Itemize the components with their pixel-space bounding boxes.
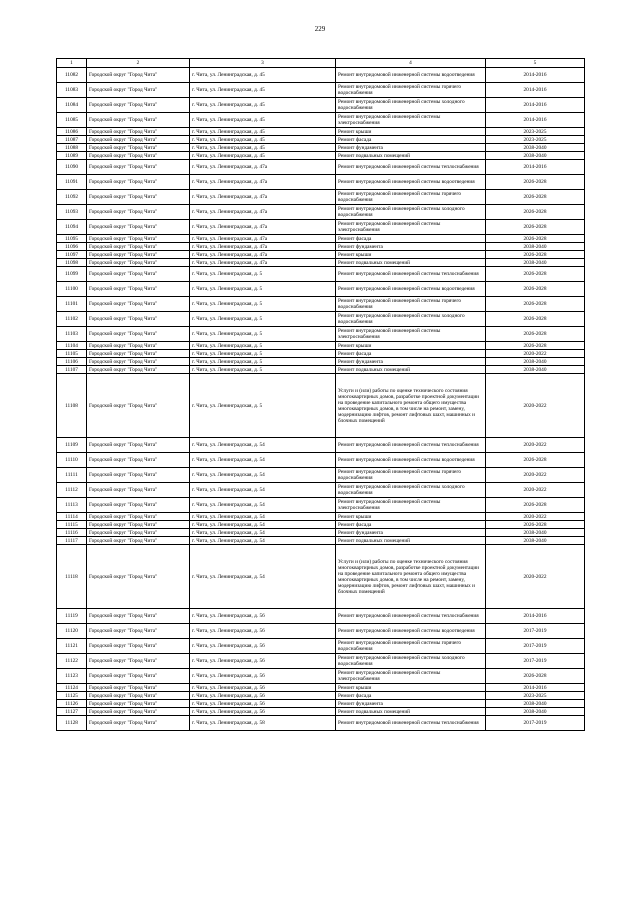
address-cell: г. Чита, ул. Ленинградская, д. 45 [190, 144, 336, 152]
municipality-cell: Городской округ "Город Чита" [87, 358, 190, 366]
table-row [57, 282, 585, 297]
municipality-cell: Городской округ "Город Чита" [87, 243, 190, 251]
address-cell: г. Чита, ул. Ленинградская, д. 58 [190, 716, 336, 731]
row-number-cell: 11091 [57, 175, 87, 190]
address-cell: г. Чита, ул. Ленинградская, д. 54 [190, 483, 336, 498]
work-type-cell: Ремонт внутридомовой инженерной системы горячего водоснабжения [336, 297, 486, 312]
row-number-cell: 11102 [57, 312, 87, 327]
municipality-cell: Городской округ "Город Чита" [87, 609, 190, 624]
municipality-cell: Городской округ "Город Чита" [87, 438, 190, 453]
row-number-cell: 11099 [57, 267, 87, 282]
table-row [57, 716, 585, 731]
table-row [57, 513, 585, 521]
row-number-cell: 11110 [57, 453, 87, 468]
municipality-cell: Городской округ "Город Чита" [87, 537, 190, 545]
work-type-cell: Ремонт внутридомовой инженерной системы холодного водоснабжения [336, 312, 486, 327]
municipality-cell: Городской округ "Город Чита" [87, 366, 190, 374]
work-type-cell: Ремонт подвальных помещений [336, 259, 486, 267]
work-type-cell: Услуги и (или) работы по оценке технического состояния многоквартирных домов, разработке проектной документации на проведение капитального ремонта общего имущества многоквартирных домов, в том числе на ремонт, замену, модернизацию лифтов, ремонт лифтовых шахт, машинных и блочных помещений [336, 374, 486, 438]
work-type-cell: Ремонт внутридомовой инженерной системы электроснабжения [336, 113, 486, 128]
period-cell: 2017-2019 [486, 639, 585, 654]
municipality-cell: Городской округ "Город Чита" [87, 160, 190, 175]
address-cell: г. Чита, ул. Ленинградская, д. 54 [190, 468, 336, 483]
row-number-cell: 11122 [57, 654, 87, 669]
column-header: 4 [336, 59, 486, 68]
work-type-cell: Ремонт внутридомовой инженерной системы холодного водоснабжения [336, 98, 486, 113]
period-cell: 2026-2028 [486, 342, 585, 350]
address-cell: г. Чита, ул. Ленинградская, д. 45 [190, 152, 336, 160]
address-cell: г. Чита, ул. Ленинградская, д. 56 [190, 700, 336, 708]
work-type-cell: Ремонт внутридомовой инженерной системы водоотведения [336, 68, 486, 83]
table-row [57, 453, 585, 468]
period-cell: 2014-2016 [486, 68, 585, 83]
address-cell: г. Чита, ул. Ленинградская, д. 5 [190, 297, 336, 312]
municipality-cell: Городской округ "Город Чита" [87, 654, 190, 669]
period-cell: 2014-2016 [486, 160, 585, 175]
work-type-cell: Ремонт внутридомовой инженерной системы теплоснабжения [336, 160, 486, 175]
table-row [57, 342, 585, 350]
period-cell: 2014-2016 [486, 98, 585, 113]
table-row [57, 366, 585, 374]
address-cell: г. Чита, ул. Ленинградская, д. 5 [190, 342, 336, 350]
period-cell: 2026-2028 [486, 498, 585, 513]
period-cell: 2014-2016 [486, 113, 585, 128]
period-cell: 2038-2040 [486, 152, 585, 160]
work-type-cell: Ремонт крыши [336, 251, 486, 259]
municipality-cell: Городской округ "Город Чита" [87, 144, 190, 152]
municipality-cell: Городской округ "Город Чита" [87, 235, 190, 243]
column-header: 2 [87, 59, 190, 68]
table-body [57, 68, 585, 731]
work-type-cell: Ремонт внутридомовой инженерной системы холодного водоснабжения [336, 483, 486, 498]
work-type-cell: Ремонт внутридомовой инженерной системы электроснабжения [336, 220, 486, 235]
period-cell: 2038-2040 [486, 537, 585, 545]
work-type-cell: Ремонт фасада [336, 350, 486, 358]
row-number-cell: 11127 [57, 708, 87, 716]
municipality-cell: Городской округ "Город Чита" [87, 669, 190, 684]
address-cell: г. Чита, ул. Ленинградская, д. 56 [190, 639, 336, 654]
period-cell: 2026-2028 [486, 190, 585, 205]
period-cell: 2014-2016 [486, 83, 585, 98]
table-row [57, 468, 585, 483]
municipality-cell: Городской округ "Город Чита" [87, 700, 190, 708]
row-number-cell: 11108 [57, 374, 87, 438]
work-type-cell: Ремонт фундамента [336, 529, 486, 537]
period-cell: 2026-2028 [486, 205, 585, 220]
municipality-cell: Городской округ "Город Чита" [87, 152, 190, 160]
row-number-cell: 11124 [57, 684, 87, 692]
table-row [57, 669, 585, 684]
period-cell: 2020-2022 [486, 374, 585, 438]
period-cell: 2026-2028 [486, 521, 585, 529]
work-type-cell: Ремонт внутридомовой инженерной системы электроснабжения [336, 669, 486, 684]
row-number-cell: 11128 [57, 716, 87, 731]
table-row [57, 267, 585, 282]
period-cell: 2026-2028 [486, 282, 585, 297]
table-row [57, 128, 585, 136]
row-number-cell: 11119 [57, 609, 87, 624]
table-row [57, 144, 585, 152]
row-number-cell: 11118 [57, 545, 87, 609]
period-cell: 2038-2040 [486, 700, 585, 708]
period-cell: 2020-2022 [486, 438, 585, 453]
period-cell: 2017-2019 [486, 654, 585, 669]
address-cell: г. Чита, ул. Ленинградская, д. 45 [190, 128, 336, 136]
address-cell: г. Чита, ул. Ленинградская, д. 5 [190, 267, 336, 282]
address-cell: г. Чита, ул. Ленинградская, д. 5 [190, 327, 336, 342]
row-number-cell: 11095 [57, 235, 87, 243]
row-number-cell: 11094 [57, 220, 87, 235]
period-cell: 2038-2040 [486, 366, 585, 374]
work-type-cell: Ремонт фундамента [336, 144, 486, 152]
period-cell: 2026-2028 [486, 235, 585, 243]
row-number-cell: 11113 [57, 498, 87, 513]
address-cell: г. Чита, ул. Ленинградская, д. 54 [190, 545, 336, 609]
address-cell: г. Чита, ул. Ленинградская, д. 56 [190, 624, 336, 639]
address-cell: г. Чита, ул. Ленинградская, д. 47а [190, 160, 336, 175]
page-number: 229 [314, 25, 326, 33]
table-row [57, 251, 585, 259]
period-cell: 2026-2028 [486, 175, 585, 190]
municipality-cell: Городской округ "Город Чита" [87, 639, 190, 654]
row-number-cell: 11116 [57, 529, 87, 537]
address-cell: г. Чита, ул. Ленинградская, д. 5 [190, 358, 336, 366]
period-cell: 2038-2040 [486, 144, 585, 152]
row-number-cell: 11120 [57, 624, 87, 639]
row-number-cell: 11088 [57, 144, 87, 152]
row-number-cell: 11115 [57, 521, 87, 529]
period-cell: 2020-2022 [486, 483, 585, 498]
address-cell: г. Чита, ул. Ленинградская, д. 47а [190, 235, 336, 243]
table-row [57, 483, 585, 498]
table-row [57, 113, 585, 128]
work-type-cell: Ремонт внутридомовой инженерной системы электроснабжения [336, 327, 486, 342]
address-cell: г. Чита, ул. Ленинградская, д. 56 [190, 654, 336, 669]
work-type-cell: Ремонт фундамента [336, 700, 486, 708]
table-row [57, 205, 585, 220]
work-type-cell: Ремонт внутридомовой инженерной системы горячего водоснабжения [336, 468, 486, 483]
work-type-cell: Ремонт внутридомовой инженерной системы водоотведения [336, 175, 486, 190]
municipality-cell: Городской округ "Город Чита" [87, 175, 190, 190]
table-row [57, 374, 585, 438]
address-cell: г. Чита, ул. Ленинградская, д. 56 [190, 684, 336, 692]
row-number-cell: 11098 [57, 259, 87, 267]
table-row [57, 297, 585, 312]
work-type-cell: Ремонт крыши [336, 684, 486, 692]
period-cell: 2026-2028 [486, 312, 585, 327]
period-cell: 2014-2016 [486, 684, 585, 692]
address-cell: г. Чита, ул. Ленинградская, д. 54 [190, 453, 336, 468]
row-number-cell: 11087 [57, 136, 87, 144]
municipality-cell: Городской округ "Город Чита" [87, 282, 190, 297]
table-row [57, 529, 585, 537]
municipality-cell: Городской округ "Город Чита" [87, 453, 190, 468]
municipality-cell: Городской округ "Город Чита" [87, 692, 190, 700]
work-type-cell: Ремонт внутридомовой инженерной системы электроснабжения [336, 498, 486, 513]
table-row [57, 68, 585, 83]
address-cell: г. Чита, ул. Ленинградская, д. 47а [190, 259, 336, 267]
work-type-cell: Услуги и (или) работы по оценке технического состояния многоквартирных домов, разработке проектной документации на проведение капитального ремонта общего имущества многоквартирных домов, в том числе на ремонт, замену, модернизацию лифтов, ремонт лифтовых шахт, машинных и блочных помещений [336, 545, 486, 609]
period-cell: 2038-2040 [486, 259, 585, 267]
address-cell: г. Чита, ул. Ленинградская, д. 45 [190, 113, 336, 128]
address-cell: г. Чита, ул. Ленинградская, д. 54 [190, 498, 336, 513]
address-cell: г. Чита, ул. Ленинградская, д. 5 [190, 312, 336, 327]
work-type-cell: Ремонт подвальных помещений [336, 708, 486, 716]
municipality-cell: Городской округ "Город Чита" [87, 190, 190, 205]
address-cell: г. Чита, ул. Ленинградская, д. 5 [190, 282, 336, 297]
municipality-cell: Городской округ "Город Чита" [87, 374, 190, 438]
municipality-cell: Городской округ "Город Чита" [87, 498, 190, 513]
period-cell: 2026-2028 [486, 297, 585, 312]
row-number-cell: 11117 [57, 537, 87, 545]
municipality-cell: Городской округ "Город Чита" [87, 312, 190, 327]
work-type-cell: Ремонт внутридомовой инженерной системы холодного водоснабжения [336, 654, 486, 669]
period-cell: 2026-2028 [486, 267, 585, 282]
municipality-cell: Городской округ "Город Чита" [87, 220, 190, 235]
work-type-cell: Ремонт фасада [336, 521, 486, 529]
work-type-cell: Ремонт внутридомовой инженерной системы теплоснабжения [336, 438, 486, 453]
work-type-cell: Ремонт внутридомовой инженерной системы теплоснабжения [336, 267, 486, 282]
address-cell: г. Чита, ул. Ленинградская, д. 47а [190, 175, 336, 190]
period-cell: 2038-2040 [486, 529, 585, 537]
row-number-cell: 11107 [57, 366, 87, 374]
table-row [57, 521, 585, 529]
work-type-cell: Ремонт крыши [336, 342, 486, 350]
work-type-cell: Ремонт подвальных помещений [336, 537, 486, 545]
table-row [57, 220, 585, 235]
municipality-cell: Городской округ "Город Чита" [87, 327, 190, 342]
municipality-cell: Городской округ "Город Чита" [87, 483, 190, 498]
work-type-cell: Ремонт внутридомовой инженерной системы теплоснабжения [336, 609, 486, 624]
table-row [57, 136, 585, 144]
address-cell: г. Чита, ул. Ленинградская, д. 56 [190, 609, 336, 624]
address-cell: г. Чита, ул. Ленинградская, д. 47а [190, 243, 336, 251]
work-type-cell: Ремонт внутридомовой инженерной системы водоотведения [336, 624, 486, 639]
period-cell: 2023-2025 [486, 692, 585, 700]
address-cell: г. Чита, ул. Ленинградская, д. 47а [190, 251, 336, 259]
table-row [57, 708, 585, 716]
work-type-cell: Ремонт внутридомовой инженерной системы водоотведения [336, 282, 486, 297]
work-type-cell: Ремонт фундамента [336, 358, 486, 366]
period-cell: 2038-2040 [486, 358, 585, 366]
address-cell: г. Чита, ул. Ленинградская, д. 56 [190, 708, 336, 716]
table-row [57, 358, 585, 366]
period-cell: 2026-2028 [486, 251, 585, 259]
address-cell: г. Чита, ул. Ленинградская, д. 5 [190, 350, 336, 358]
period-cell: 2017-2019 [486, 624, 585, 639]
period-cell: 2026-2028 [486, 669, 585, 684]
address-cell: г. Чита, ул. Ленинградская, д. 45 [190, 136, 336, 144]
address-cell: г. Чита, ул. Ленинградская, д. 5 [190, 366, 336, 374]
municipality-cell: Городской округ "Город Чита" [87, 545, 190, 609]
municipality-cell: Городской округ "Город Чита" [87, 251, 190, 259]
row-number-cell: 11126 [57, 700, 87, 708]
repair-schedule-table [56, 58, 585, 731]
row-number-cell: 11100 [57, 282, 87, 297]
period-cell: 2038-2040 [486, 708, 585, 716]
municipality-cell: Городской округ "Город Чита" [87, 529, 190, 537]
table-row [57, 160, 585, 175]
municipality-cell: Городской округ "Город Чита" [87, 716, 190, 731]
period-cell: 2023-2025 [486, 136, 585, 144]
table-row [57, 350, 585, 358]
table-row [57, 259, 585, 267]
table-row [57, 327, 585, 342]
table-row [57, 684, 585, 692]
work-type-cell: Ремонт фундамента [336, 243, 486, 251]
work-type-cell: Ремонт фасада [336, 136, 486, 144]
row-number-cell: 11083 [57, 83, 87, 98]
municipality-cell: Городской округ "Город Чита" [87, 113, 190, 128]
table-row [57, 545, 585, 609]
work-type-cell: Ремонт фасада [336, 235, 486, 243]
table-row [57, 537, 585, 545]
row-number-cell: 11123 [57, 669, 87, 684]
municipality-cell: Городской округ "Город Чита" [87, 297, 190, 312]
municipality-cell: Городской округ "Город Чита" [87, 350, 190, 358]
row-number-cell: 11096 [57, 243, 87, 251]
work-type-cell: Ремонт подвальных помещений [336, 366, 486, 374]
address-cell: г. Чита, ул. Ленинградская, д. 47а [190, 190, 336, 205]
row-number-cell: 11084 [57, 98, 87, 113]
row-number-cell: 11104 [57, 342, 87, 350]
work-type-cell: Ремонт внутридомовой инженерной системы теплоснабжения [336, 716, 486, 731]
municipality-cell: Городской округ "Город Чита" [87, 98, 190, 113]
table-row [57, 624, 585, 639]
address-cell: г. Чита, ул. Ленинградская, д. 56 [190, 669, 336, 684]
table-row [57, 190, 585, 205]
municipality-cell: Городской округ "Город Чита" [87, 624, 190, 639]
header-row [57, 59, 585, 68]
row-number-cell: 11103 [57, 327, 87, 342]
period-cell: 2026-2028 [486, 220, 585, 235]
work-type-cell: Ремонт крыши [336, 513, 486, 521]
row-number-cell: 11085 [57, 113, 87, 128]
period-cell: 2020-2022 [486, 350, 585, 358]
row-number-cell: 11093 [57, 205, 87, 220]
row-number-cell: 11121 [57, 639, 87, 654]
municipality-cell: Городской округ "Город Чита" [87, 521, 190, 529]
work-type-cell: Ремонт крыши [336, 128, 486, 136]
municipality-cell: Городской округ "Город Чита" [87, 259, 190, 267]
row-number-cell: 11106 [57, 358, 87, 366]
address-cell: г. Чита, ул. Ленинградская, д. 54 [190, 521, 336, 529]
address-cell: г. Чита, ул. Ленинградская, д. 47а [190, 220, 336, 235]
table-row [57, 312, 585, 327]
municipality-cell: Городской округ "Город Чита" [87, 708, 190, 716]
address-cell: г. Чита, ул. Ленинградская, д. 47а [190, 205, 336, 220]
row-number-cell: 11090 [57, 160, 87, 175]
address-cell: г. Чита, ул. Ленинградская, д. 45 [190, 98, 336, 113]
municipality-cell: Городской округ "Город Чита" [87, 128, 190, 136]
address-cell: г. Чита, ул. Ленинградская, д. 45 [190, 83, 336, 98]
row-number-cell: 11114 [57, 513, 87, 521]
row-number-cell: 11125 [57, 692, 87, 700]
work-type-cell: Ремонт внутридомовой инженерной системы горячего водоснабжения [336, 190, 486, 205]
municipality-cell: Городской округ "Город Чита" [87, 513, 190, 521]
municipality-cell: Городской округ "Город Чита" [87, 205, 190, 220]
municipality-cell: Городской округ "Город Чита" [87, 342, 190, 350]
address-cell: г. Чита, ул. Ленинградская, д. 54 [190, 529, 336, 537]
address-cell: г. Чита, ул. Ленинградская, д. 56 [190, 692, 336, 700]
work-type-cell: Ремонт внутридомовой инженерной системы холодного водоснабжения [336, 205, 486, 220]
table-row [57, 235, 585, 243]
period-cell: 2026-2028 [486, 453, 585, 468]
municipality-cell: Городской округ "Город Чита" [87, 136, 190, 144]
period-cell: 2020-2022 [486, 468, 585, 483]
period-cell: 2038-2040 [486, 243, 585, 251]
work-type-cell: Ремонт внутридомовой инженерной системы водоотведения [336, 453, 486, 468]
period-cell: 2026-2028 [486, 327, 585, 342]
municipality-cell: Городской округ "Город Чита" [87, 684, 190, 692]
row-number-cell: 11105 [57, 350, 87, 358]
address-cell: г. Чита, ул. Ленинградская, д. 5 [190, 374, 336, 438]
work-type-cell: Ремонт внутридомовой инженерной системы горячего водоснабжения [336, 639, 486, 654]
row-number-cell: 11082 [57, 68, 87, 83]
table-row [57, 438, 585, 453]
period-cell: 2020-2022 [486, 513, 585, 521]
row-number-cell: 11112 [57, 483, 87, 498]
work-type-cell: Ремонт внутридомовой инженерной системы горячего водоснабжения [336, 83, 486, 98]
table-row [57, 243, 585, 251]
table-row [57, 609, 585, 624]
municipality-cell: Городской округ "Город Чита" [87, 468, 190, 483]
table-row [57, 639, 585, 654]
column-header: 3 [190, 59, 336, 68]
column-header: 5 [486, 59, 585, 68]
row-number-cell: 11089 [57, 152, 87, 160]
column-header: 1 [57, 59, 87, 68]
row-number-cell: 11101 [57, 297, 87, 312]
row-number-cell: 11111 [57, 468, 87, 483]
address-cell: г. Чита, ул. Ленинградская, д. 54 [190, 513, 336, 521]
row-number-cell: 11086 [57, 128, 87, 136]
municipality-cell: Городской округ "Город Чита" [87, 68, 190, 83]
municipality-cell: Городской округ "Город Чита" [87, 83, 190, 98]
period-cell: 2023-2025 [486, 128, 585, 136]
table-row [57, 692, 585, 700]
table-row [57, 700, 585, 708]
table-row [57, 98, 585, 113]
address-cell: г. Чита, ул. Ленинградская, д. 45 [190, 68, 336, 83]
period-cell: 2020-2022 [486, 545, 585, 609]
period-cell: 2014-2016 [486, 609, 585, 624]
address-cell: г. Чита, ул. Ленинградская, д. 54 [190, 438, 336, 453]
row-number-cell: 11092 [57, 190, 87, 205]
address-cell: г. Чита, ул. Ленинградская, д. 54 [190, 537, 336, 545]
table-row [57, 83, 585, 98]
table-row [57, 152, 585, 160]
row-number-cell: 11109 [57, 438, 87, 453]
row-number-cell: 11097 [57, 251, 87, 259]
period-cell: 2017-2019 [486, 716, 585, 731]
table-row [57, 498, 585, 513]
municipality-cell: Городской округ "Город Чита" [87, 267, 190, 282]
table-row [57, 654, 585, 669]
work-type-cell: Ремонт подвальных помещений [336, 152, 486, 160]
work-type-cell: Ремонт фасада [336, 692, 486, 700]
table-row [57, 175, 585, 190]
